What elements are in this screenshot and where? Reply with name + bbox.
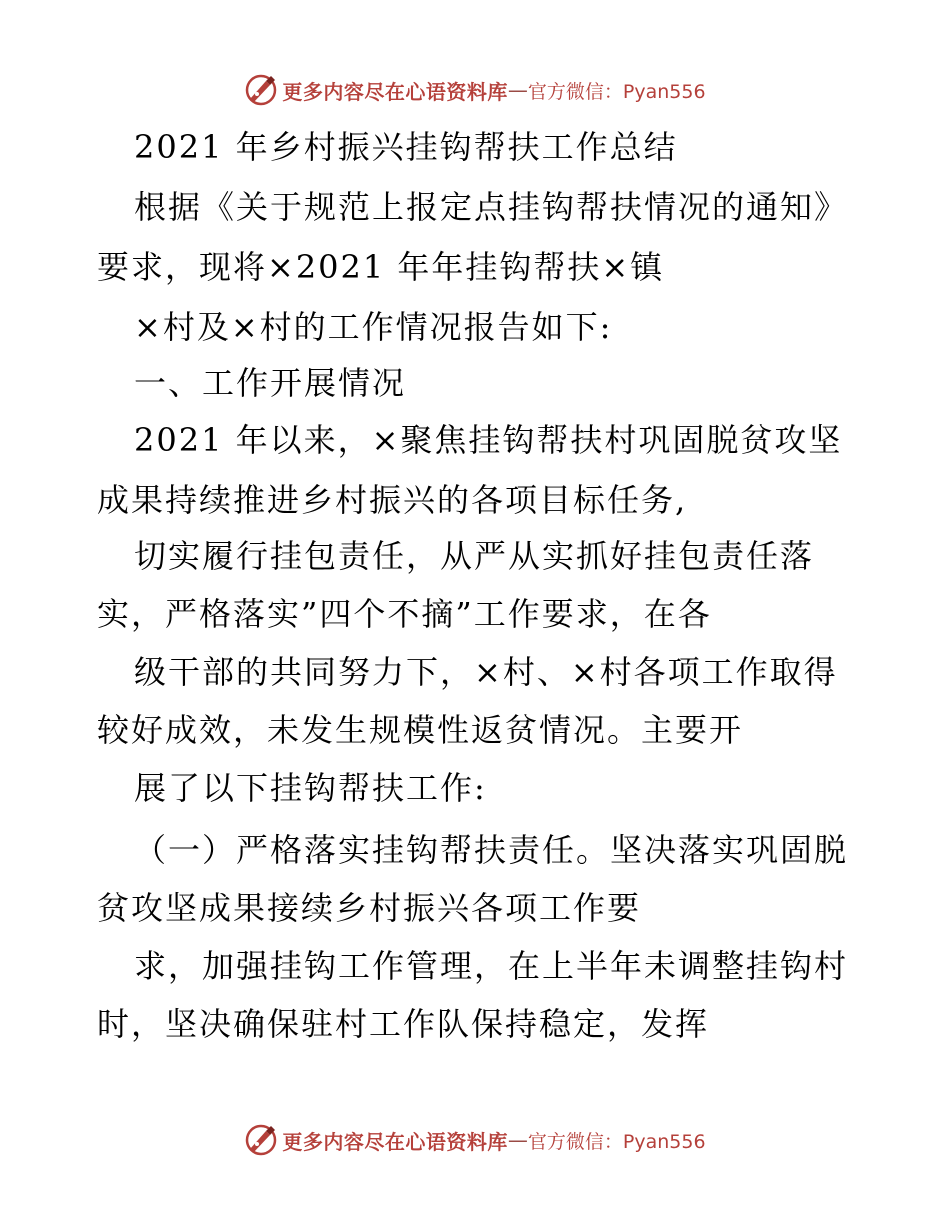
doc-line: 展了以下挂钩帮扶工作: [134,769,487,807]
pen-nib-logo-icon [244,1123,278,1157]
doc-line: 较好成效，未发生规模性返贫情况。主要开 [97,711,744,749]
doc-line: 切实履行挂包责任，从严从实抓好挂包责任落 [134,537,815,575]
doc-line: 2021 年以来，×聚焦挂钩帮扶村巩固脱贫攻坚 [134,421,843,459]
banner-wechat-id: 官方微信：Pyan556 [527,1130,706,1153]
doc-line: 要求，现将×2021 年年挂钩帮扶×镇 [97,248,665,286]
doc-line: 贫攻坚成果接续乡村振兴各项工作要 [97,889,642,927]
pen-nib-logo-icon [244,73,278,107]
section-heading: 一、工作开展情况 [134,364,407,402]
header-watermark-banner [0,70,950,110]
banner-wechat-id: 官方微信：Pyan556 [527,80,706,103]
doc-line: 求，加强挂钩工作管理，在上半年未调整挂钩村 [134,947,849,985]
subsection-heading: （一）严格落实挂钩帮扶责任。坚决落实巩固脱 [134,831,849,869]
footer-watermark-banner [0,1120,950,1160]
doc-line: 成果持续推进乡村振兴的各项目标任务, [97,481,688,519]
doc-title: 2021 年乡村振兴挂钩帮扶工作总结 [134,128,678,166]
doc-line: 根据《关于规范上报定点挂钩帮扶情况的通知》 [134,188,849,226]
doc-line: 级干部的共同努力下，×村、×村各项工作取得 [134,653,838,691]
banner-separator: — [507,1128,528,1152]
doc-line: 实，严格落实”四个不摘”工作要求，在各 [97,595,712,633]
banner-title: 更多内容尽在心语资料库 [282,79,508,104]
banner-separator: — [507,78,528,102]
banner-title: 更多内容尽在心语资料库 [282,1129,508,1154]
doc-line: ×村及×村的工作情况报告如下: [134,308,613,346]
doc-line: 时，坚决确保驻村工作队保持稳定，发挥 [97,1005,710,1043]
